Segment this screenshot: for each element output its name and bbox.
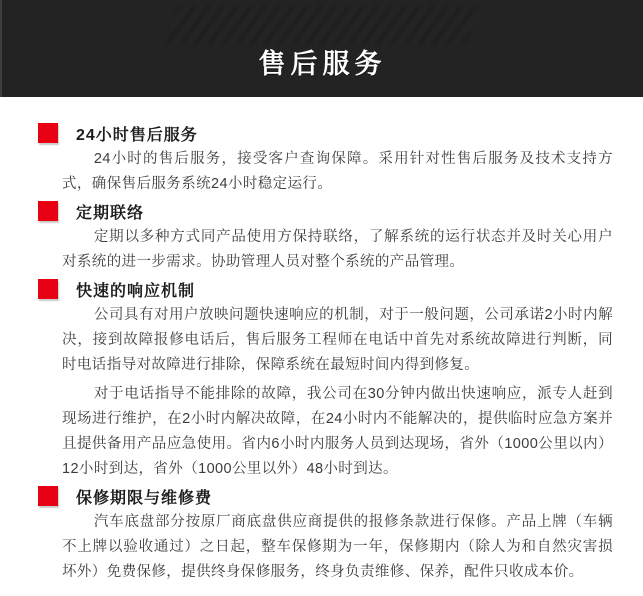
content-area bbox=[0, 97, 643, 585]
paragraph: 对于电话指导不能排除的故障，我公司在30分钟内做出快速响应，派专人赶到现场进行维护，在2小时内解决故障，在24小时内不能解决的，提供临时应急方案并且提供备用产品应急使用。省内6小时内服务人员到达现场，省外（1000公里以内）12小时到达，省外（1000公里以外）48小时到达。 bbox=[62, 386, 613, 477]
section-regular-contact bbox=[38, 201, 613, 275]
paragraph: 24小时的售后服务，接受客户查询保障。采用针对性售后服务及技术支持方式，确保售后服务系统24小时稳定运行。 bbox=[62, 151, 613, 192]
section-24h-service bbox=[38, 123, 613, 197]
section-heading bbox=[38, 279, 613, 299]
red-square-bullet-icon bbox=[38, 123, 58, 143]
section-heading bbox=[38, 201, 613, 221]
paragraph: 定期以多种方式同产品使用方保持联络，了解系统的运行状态并及时关心用户对系统的进一步需求。协助管理人员对整个系统的产品管理。 bbox=[62, 229, 613, 270]
paragraph: 汽车底盘部分按原厂商底盘供应商提供的报修条款进行保修。产品上牌（车辆不上牌以验收通过）之日起，整车保修期为一年，保修期内（除人为和自然灾害损坏外）免费保修，提供终身保修服务，终身负责维修、保养，配件只收成本价。 bbox=[62, 514, 613, 580]
watermark bbox=[166, 6, 478, 44]
section-warranty bbox=[38, 486, 613, 585]
red-square-bullet-icon bbox=[38, 486, 58, 506]
paragraph: 公司具有对用户放映问题快速响应的机制，对于一般问题，公司承诺2小时内解决，接到故障报修电话后，售后服务工程师在电话中首先对系统故障进行判断，同时电话指导对故障进行排除，保障系统在最短时间内得到修复。 bbox=[62, 307, 613, 373]
red-square-bullet-icon bbox=[38, 279, 58, 299]
section-title: 24小时售后服务 bbox=[76, 126, 198, 144]
section-fast-response bbox=[38, 279, 613, 482]
page-title: 售后服务 bbox=[258, 49, 387, 79]
section-title: 定期联络 bbox=[76, 204, 145, 222]
header-banner bbox=[0, 0, 643, 97]
section-title: 保修期限与维修费 bbox=[76, 489, 213, 507]
section-heading bbox=[38, 123, 613, 143]
section-title: 快速的响应机制 bbox=[76, 282, 196, 300]
red-square-bullet-icon bbox=[38, 201, 58, 221]
section-heading bbox=[38, 486, 613, 506]
